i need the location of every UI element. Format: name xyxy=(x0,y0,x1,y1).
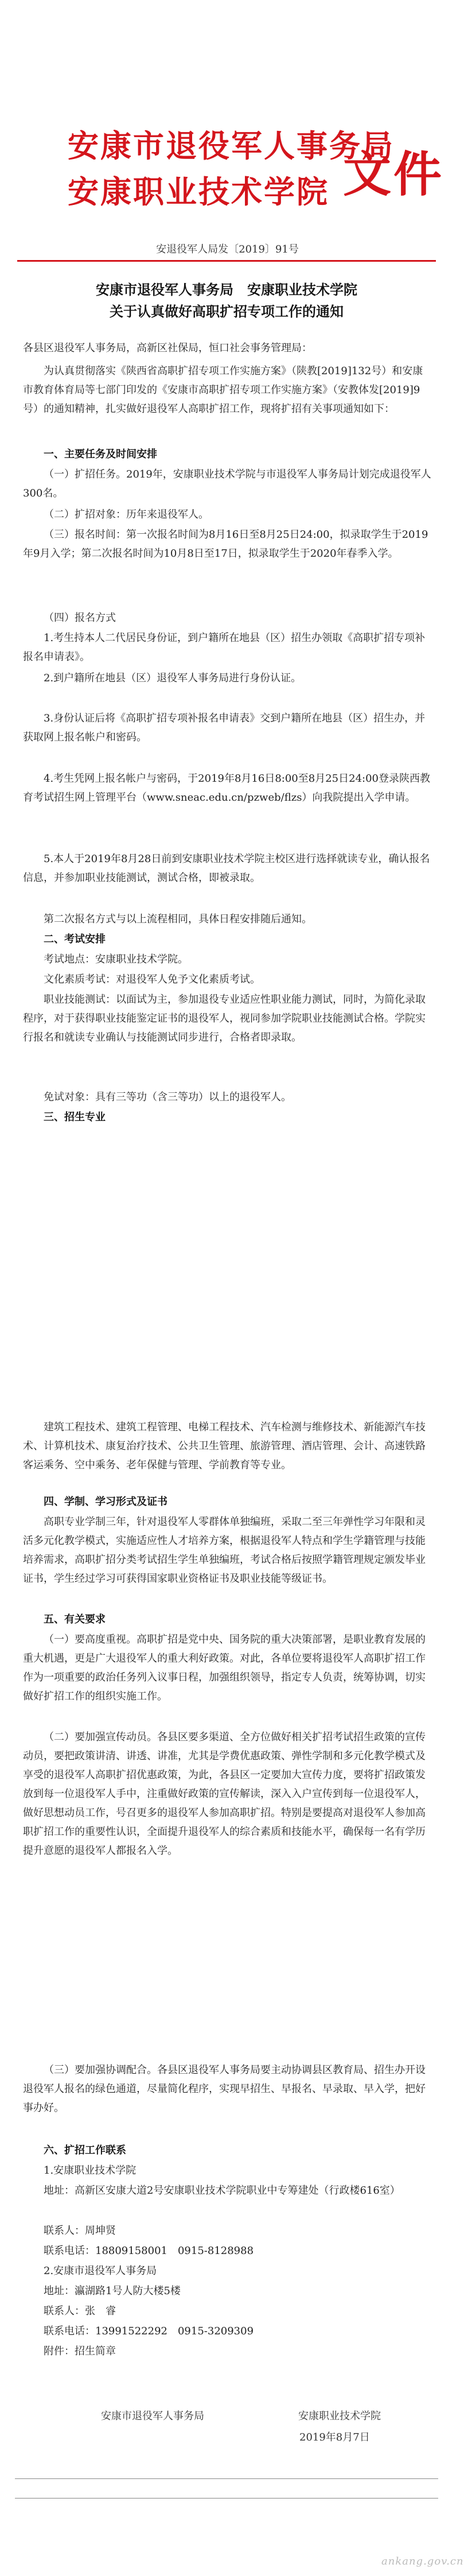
method-step-2: 2.到户籍所在地县（区）退役军人事务局进行身份认证。 xyxy=(44,672,302,684)
contact-college-phone: 联系电话：18809158001 0915-8128988 xyxy=(44,2245,254,2257)
exemption: 免试对象：具有三等功（含三等功）以上的退役军人。 xyxy=(44,1091,291,1103)
target-paragraph: （二）扩招对象：历年来退役军人。 xyxy=(44,509,209,521)
signature-college: 安康职业技术学院 xyxy=(298,2410,381,2422)
site-watermark: ankang.gov.cn xyxy=(381,2555,464,2567)
method-step-1: 1.考生持本人二代居民身份证，到户籍所在地县（区）招生办领取《高职扩招专项补报名申请表》。 xyxy=(23,632,426,663)
contact-college-address: 地址：高新区安康大道2号安康职业技术学院职业中专筹建处（行政楼616室） xyxy=(44,2185,400,2197)
contact-bureau-person: 联系人：张 睿 xyxy=(44,2305,116,2317)
contact-bureau: 2.安康市退役军人事务局 xyxy=(44,2265,157,2277)
majors-list: 建筑工程技术、建筑工程管理、电梯工程技术、汽车检测与维修技术、新能源汽车技术、计算机技术、康复治疗技术、公共卫生管理、旅游管理、酒店管理、会计、高速铁路客运乘务、空中乘务、老年保健与管理、学前教育等专业。 xyxy=(23,1421,426,1471)
requirement-2: （二）要加强宣传动员。各县区要多渠道、全方位做好相关扩招考试招生政策的宣传动员，要把政策讲清、讲透、讲准，尤其是学费优惠政策、弹性学制和多元化教学模式及享受的退役军人高职扩招优惠政策，为此，各县区一定要加大宣传力度，要将扩招政策发放到每一位退役军人手中，注重做好政策的宣传解读，深入入户宣传到每一位退役军人，做好思想动员工作，号召更多的退役军人参加高职扩招。特别是要提高对退役军人参加高职扩招工作的重要性认识，全面提升退役军人的综合素质和技能水平，确保每一名有学历提升意愿的退役军人都报名入学。 xyxy=(23,1731,426,1857)
culture-exam: 文化素质考试：对退役军人免予文化素质考试。 xyxy=(44,973,260,986)
method-step-5: 5.本人于2019年8月28日前到安康职业技术学院主校区进行选择就读专业，确认报名信息，并参加职业技能测试，测试合格，即被录取。 xyxy=(23,853,430,884)
section-heading-3: 三、招生专业 xyxy=(44,1111,106,1123)
section-heading-6: 六、扩招工作联系 xyxy=(44,2144,126,2156)
method-step-4: 4.考生凭网上报名帐户与密码，于2019年8月16日8:00至8月25日24:00登录陕西教育考试招生网上管理平台（www.sneac.edu.cn/pzweb/flzs）向我院提出入学申请。 xyxy=(23,773,430,804)
exam-location: 考试地点：安康职业技术学院。 xyxy=(44,953,188,965)
header-org-1: 安康市退役军人事务局 xyxy=(68,128,395,164)
section-heading-1: 一、主要任务及时间安排 xyxy=(44,448,157,460)
registration-method-heading: （四）报名方式 xyxy=(44,612,116,624)
second-round-note: 第二次报名方式与以上流程相同，具体日程安排随后通知。 xyxy=(44,913,312,925)
document-number: 安退役军人局发〔2019〕91号 xyxy=(156,243,299,255)
contact-college-person: 联系人：周坤贤 xyxy=(44,2225,116,2237)
red-divider xyxy=(17,260,436,262)
intro-paragraph: 为认真贯彻落实《陕西省高职扩招专项工作实施方案》（陕教[2019]132号）和安康市教育体育局等七部门印发的《安康市高职扩招专项工作实施方案》（安教体发[2019]9号）的通知精神，扎实做好退役军人高职扩招工作，现将扩招有关事项通知如下： xyxy=(23,365,423,415)
issue-date: 2019年8月7日 xyxy=(299,2431,370,2443)
method-step-3: 3.身份认证后将《高职扩招专项补报名申请表》交到户籍所在地县（区）招生办，并获取网上报名帐户和密码。 xyxy=(23,712,426,743)
task-paragraph: （一）扩招任务。2019年，安康职业技术学院与市退役军人事务局计划完成退役军人300名。 xyxy=(23,468,431,499)
registration-time-paragraph: （三）报名时间：第一次报名时间为8月16日至8月25日24:00，拟录取学生于2019年9月入学；第二次报名时间为10月8日至17日，拟录取学生于2020年春季入学。 xyxy=(23,529,428,560)
attachment-line: 附件：招生简章 xyxy=(44,2345,116,2357)
signature-bureau: 安康市退役军人事务局 xyxy=(101,2410,204,2422)
requirement-3: （三）要加强协调配合。各县区退役军人事务局要主动协调县区教育局、招生办开设退役军人报名的绿色通道，尽量简化程序，实现早招生、早报名、早录取、早入学，把好事办好。 xyxy=(23,2064,426,2114)
contact-bureau-phone: 联系电话：13991522292 0915-3209309 xyxy=(44,2325,254,2337)
header-org-2: 安康职业技术学院 xyxy=(68,174,329,210)
contact-bureau-address: 地址：瀛湖路1号人防大楼5楼 xyxy=(44,2285,181,2297)
bottom-rule-1 xyxy=(15,2478,438,2479)
requirement-1: （一）要高度重视。高职扩招是党中央、国务院的重大决策部署，是职业教育发展的重大机遇，更是广大退役军人的重大利好政策。对此，各单位要将退役军人高职扩招工作作为一项重要的政治任务列入议事日程，加强组织领导，指定专人负责，统筹协调，切实做好扩招工作的组织实施工作。 xyxy=(23,1634,426,1702)
section-heading-4: 四、学制、学习形式及证书 xyxy=(44,1496,167,1508)
skill-test: 职业技能测试：以面试为主，参加退役专业适应性职业能力测试，同时，为简化录取程序，对于获得职业技能鉴定证书的退役军人，视同参加学院职业技能测试合格。学院实行报名和就读专业确认与技能测试同步进行，合格者即录取。 xyxy=(23,994,426,1043)
addressee: 各县区退役军人事务局，高新区社保局，恒口社会事务管理局： xyxy=(23,342,312,354)
header-doc-word: 文件 xyxy=(343,146,444,203)
notice-title-line-2: 关于认真做好高职扩招专项工作的通知 xyxy=(110,303,344,320)
contact-college: 1.安康职业技术学院 xyxy=(44,2164,137,2177)
notice-title-line-1: 安康市退役军人事务局 安康职业技术学院 xyxy=(96,281,357,298)
section-heading-5: 五、有关要求 xyxy=(44,1613,106,1625)
section-heading-2: 二、考试安排 xyxy=(44,933,106,945)
bottom-rule-2 xyxy=(15,2498,438,2499)
study-paragraph: 高职专业学制三年，针对退役军人零群体单独编班，采取二至三年弹性学习年限和灵活多元化教学模式，实施适应性人才培养方案，根据退役军人特点和学生学籍管理与技能培养需求，高职扩招分类考试招生学生单独编班，考试合格后按照学籍管理规定颁发毕业证书，学生经过学习可获得国家职业资格证书及职业技能等级证书。 xyxy=(23,1516,426,1585)
